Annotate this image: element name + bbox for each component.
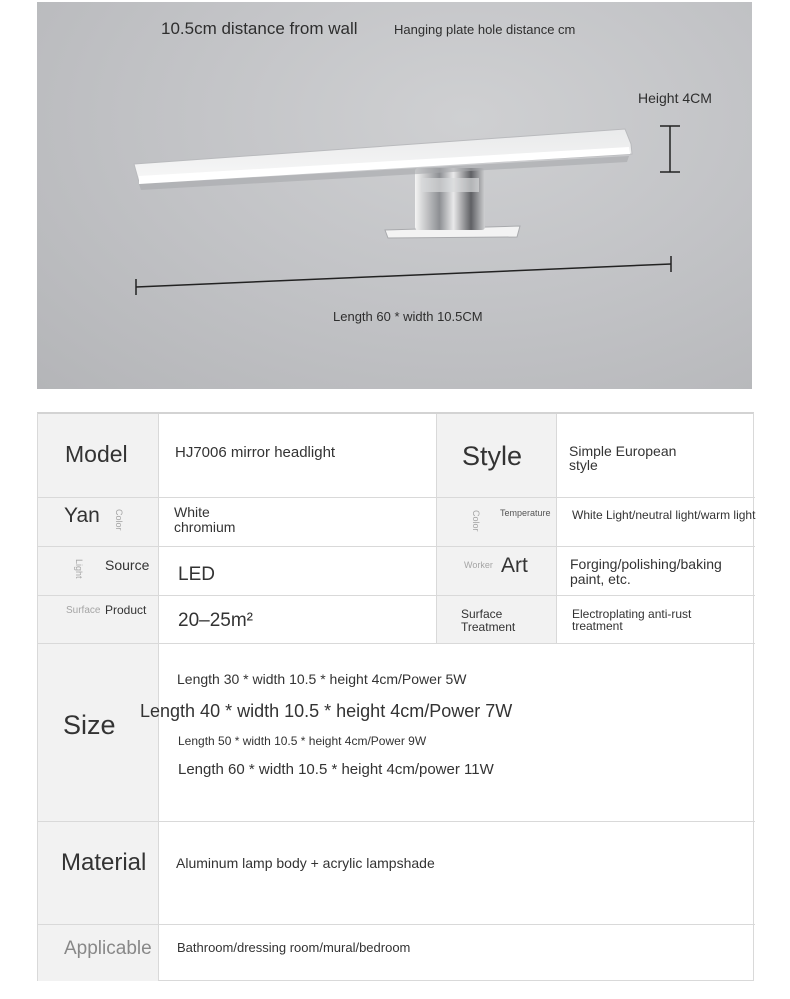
color-sublabel: Color <box>114 509 124 531</box>
size-label: Size <box>63 710 116 740</box>
size-option-50: Length 50 * width 10.5 * height 4cm/Power 9W <box>178 734 427 748</box>
row-divider <box>38 821 755 822</box>
worker-value-line2: paint, etc. <box>570 571 631 587</box>
product-photo <box>37 2 752 389</box>
area-label: Product <box>105 603 147 617</box>
source-sublabel: Light <box>74 559 84 579</box>
mirror-lamp-illustration <box>37 2 752 389</box>
area-sublabel: Surface <box>66 605 101 616</box>
color-label: Yan <box>64 504 100 527</box>
worker-sublabel: Worker <box>464 560 493 570</box>
material-label: Material <box>61 849 147 876</box>
material-value: Aluminum lamp body + acrylic lampshade <box>176 855 435 871</box>
temperature-sublabel: Color <box>471 510 481 532</box>
treatment-label-line2: Treatment <box>461 620 516 634</box>
label-column-bg <box>38 414 158 981</box>
spec-table <box>37 412 754 981</box>
area-value: 20–25m² <box>178 610 253 631</box>
height-caption: Height 4CM <box>638 90 712 106</box>
row-divider <box>38 546 755 547</box>
source-label: Source <box>105 557 150 573</box>
model-value: HJ7006 mirror headlight <box>175 444 336 461</box>
color-value-line1: White <box>174 504 210 520</box>
style-value-line1: Simple European <box>569 443 677 459</box>
worker-value-line1: Forging/polishing/baking <box>570 556 722 572</box>
row-divider <box>38 924 755 925</box>
size-option-40: Length 40 * width 10.5 * height 4cm/Power 7W <box>140 701 513 721</box>
row-divider <box>38 643 755 644</box>
treatment-value-line2: treatment <box>572 619 623 633</box>
column-divider <box>158 414 159 981</box>
length-caption: Length 60 * width 10.5CM <box>333 309 483 324</box>
column-divider <box>436 414 437 643</box>
worker-label: Art <box>501 554 528 577</box>
treatment-value-line1: Electroplating anti-rust <box>572 607 692 621</box>
row-divider <box>38 497 755 498</box>
size-option-30: Length 30 * width 10.5 * height 4cm/Power 5W <box>177 671 467 687</box>
column-divider <box>556 414 557 643</box>
applicable-value: Bathroom/dressing room/mural/bedroom <box>177 940 411 955</box>
hole-distance-caption: Hanging plate hole distance cm <box>394 22 576 37</box>
size-option-60: Length 60 * width 10.5 * height 4cm/power 11W <box>178 761 494 778</box>
applicable-label: Applicable <box>64 938 152 959</box>
style-value-line2: style <box>569 457 598 473</box>
source-value: LED <box>178 564 215 585</box>
row-divider <box>38 595 755 596</box>
treatment-label-line1: Surface <box>461 607 503 621</box>
style-label: Style <box>462 441 523 471</box>
temperature-value: White Light/neutral light/warm light <box>572 508 756 522</box>
color-value-line2: chromium <box>174 519 236 535</box>
model-label: Model <box>65 441 128 467</box>
temperature-label: Temperature <box>500 508 551 518</box>
wall-distance-caption: 10.5cm distance from wall <box>161 19 358 38</box>
